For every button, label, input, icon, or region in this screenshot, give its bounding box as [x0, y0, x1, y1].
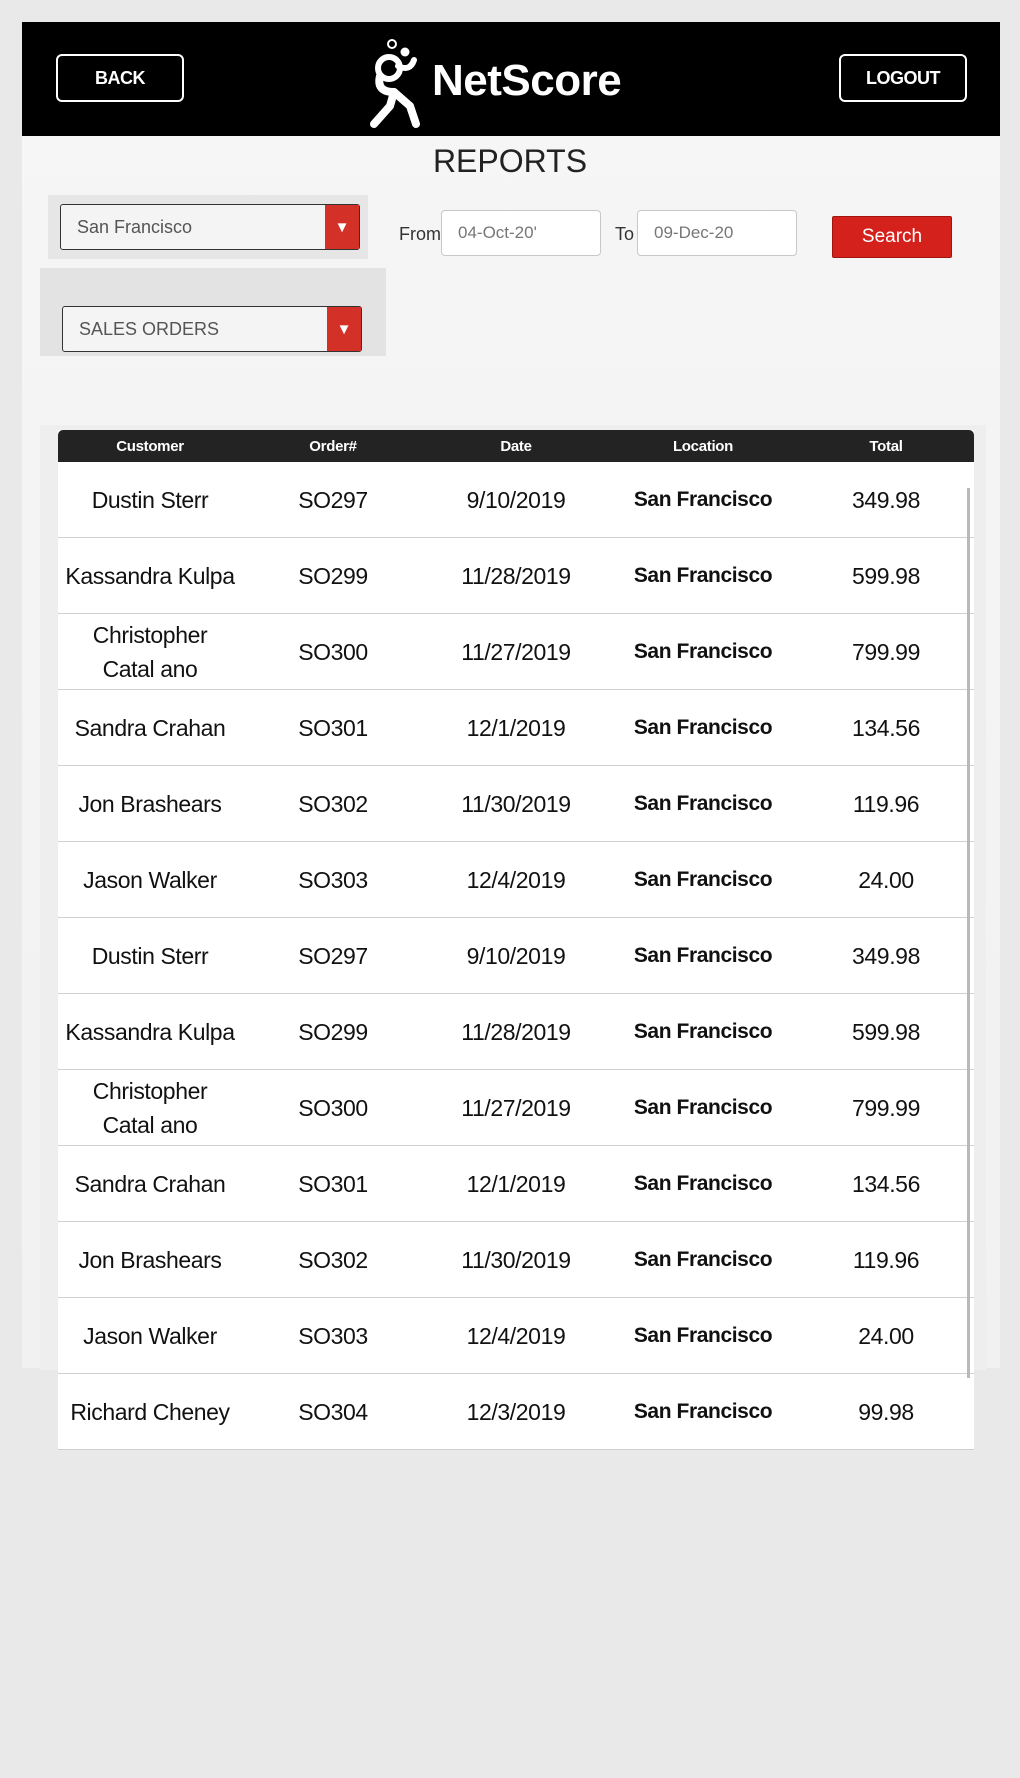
cell-date: 11/30/2019 [461, 1246, 571, 1273]
netscore-logo [370, 36, 621, 126]
table-row[interactable] [58, 538, 974, 614]
cell-date: 12/1/2019 [466, 1170, 566, 1197]
cell-order: SO301 [298, 1170, 368, 1197]
cell-customer: Dustin Sterr [91, 942, 209, 969]
cell-total: 24.00 [858, 1322, 914, 1349]
cell-total: 799.99 [852, 1094, 920, 1121]
table-row[interactable] [58, 842, 974, 918]
cell-total: 99.98 [858, 1398, 914, 1425]
report-type-select[interactable] [62, 306, 362, 352]
cell-order: SO303 [298, 866, 368, 893]
cell-total: 134.56 [852, 1170, 920, 1197]
table-row[interactable] [58, 1070, 974, 1146]
to-date-input[interactable]: 09-Dec-20 [637, 210, 797, 256]
table-header [58, 430, 974, 462]
cell-location: San Francisco [633, 867, 773, 891]
column-header-order[interactable]: Order# [309, 437, 357, 455]
cell-customer: Jon Brashears [78, 1246, 222, 1273]
table-row[interactable] [58, 1146, 974, 1222]
cell-location: San Francisco [633, 1171, 773, 1195]
page-title: REPORTS [432, 143, 588, 179]
cell-order: SO302 [298, 790, 368, 817]
report-table [58, 430, 974, 1450]
cell-customer: Jon Brashears [78, 790, 222, 817]
from-date-input[interactable]: 04-Oct-20' [441, 210, 601, 256]
cell-total: 119.96 [852, 790, 920, 817]
report-table-container [40, 425, 986, 1425]
cell-total: 119.96 [852, 1246, 920, 1273]
cell-location: San Francisco [633, 1095, 773, 1119]
cell-date: 11/28/2019 [461, 562, 571, 589]
cell-location: San Francisco [633, 791, 773, 815]
table-scrollbar[interactable] [967, 488, 970, 1378]
person-logo-icon [370, 36, 430, 126]
cell-customer: Richard Cheney [70, 1398, 230, 1425]
cell-customer: Kassandra Kulpa [65, 562, 235, 589]
table-row[interactable] [58, 1374, 974, 1450]
location-select-value: San Francisco [77, 216, 193, 237]
cell-customer: Kassandra Kulpa [65, 1018, 235, 1045]
cell-order: SO300 [298, 638, 368, 665]
table-row[interactable] [58, 918, 974, 994]
cell-total: 799.99 [852, 638, 920, 665]
cell-location: San Francisco [633, 1019, 773, 1043]
location-select[interactable] [60, 204, 360, 250]
cell-order: SO299 [298, 562, 368, 589]
app-header [22, 22, 1000, 136]
table-row[interactable] [58, 462, 974, 538]
cell-location: San Francisco [633, 563, 773, 587]
table-row[interactable] [58, 994, 974, 1070]
cell-total: 599.98 [852, 1018, 920, 1045]
cell-total: 349.98 [852, 486, 920, 513]
cell-location: San Francisco [633, 1247, 773, 1271]
dropdown-arrow-icon: ▼ [327, 307, 361, 351]
column-header-location[interactable]: Location [672, 437, 734, 455]
cell-date: 12/1/2019 [466, 714, 566, 741]
cell-customer: Sandra Crahan [74, 1170, 226, 1197]
cell-date: 11/27/2019 [461, 638, 571, 665]
to-label: To [615, 224, 635, 244]
table-row[interactable] [58, 1222, 974, 1298]
cell-location: San Francisco [633, 487, 773, 511]
cell-customer: Jason Walker [83, 866, 217, 893]
table-row[interactable] [58, 766, 974, 842]
cell-location: San Francisco [633, 943, 773, 967]
report-type-select-value: SALES ORDERS [79, 318, 220, 339]
cell-order: SO301 [298, 714, 368, 741]
cell-total: 134.56 [852, 714, 920, 741]
cell-date: 11/27/2019 [461, 1094, 571, 1121]
cell-order: SO297 [298, 486, 368, 513]
cell-location: San Francisco [633, 1399, 773, 1423]
cell-date: 12/4/2019 [466, 866, 566, 893]
column-header-total[interactable]: Total [869, 437, 903, 455]
cell-order: SO299 [298, 1018, 368, 1045]
cell-customer: Jason Walker [83, 1322, 217, 1349]
dropdown-arrow-icon: ▼ [325, 205, 359, 249]
cell-date: 9/10/2019 [466, 942, 566, 969]
cell-date: 9/10/2019 [466, 486, 566, 513]
cell-order: SO297 [298, 942, 368, 969]
cell-date: 11/28/2019 [461, 1018, 571, 1045]
back-button[interactable]: BACK [56, 54, 184, 102]
cell-order: SO304 [298, 1398, 368, 1425]
cell-customer: Sandra Crahan [74, 714, 226, 741]
cell-location: San Francisco [633, 639, 773, 663]
cell-order: SO302 [298, 1246, 368, 1273]
cell-customer: Dustin Sterr [91, 486, 209, 513]
logout-button[interactable]: LOGOUT [839, 54, 967, 102]
cell-location: San Francisco [633, 715, 773, 739]
search-button[interactable]: Search [832, 216, 952, 258]
table-row[interactable] [58, 1298, 974, 1374]
cell-total: 349.98 [852, 942, 920, 969]
cell-date: 11/30/2019 [461, 790, 571, 817]
cell-customer: Christopher Catal ano [92, 1077, 208, 1138]
cell-customer: Christopher Catal ano [92, 621, 208, 682]
column-header-date[interactable]: Date [500, 437, 532, 455]
logo-text: NetScore [432, 56, 622, 105]
table-row[interactable] [58, 614, 974, 690]
cell-location: San Francisco [633, 1323, 773, 1347]
cell-total: 24.00 [858, 866, 914, 893]
cell-order: SO303 [298, 1322, 368, 1349]
table-row[interactable] [58, 690, 974, 766]
cell-date: 12/3/2019 [466, 1398, 566, 1425]
cell-total: 599.98 [852, 562, 920, 589]
cell-date: 12/4/2019 [466, 1322, 566, 1349]
table-body [58, 462, 974, 1450]
from-label: From [399, 224, 441, 244]
cell-order: SO300 [298, 1094, 368, 1121]
column-header-customer[interactable]: Customer [116, 437, 184, 455]
